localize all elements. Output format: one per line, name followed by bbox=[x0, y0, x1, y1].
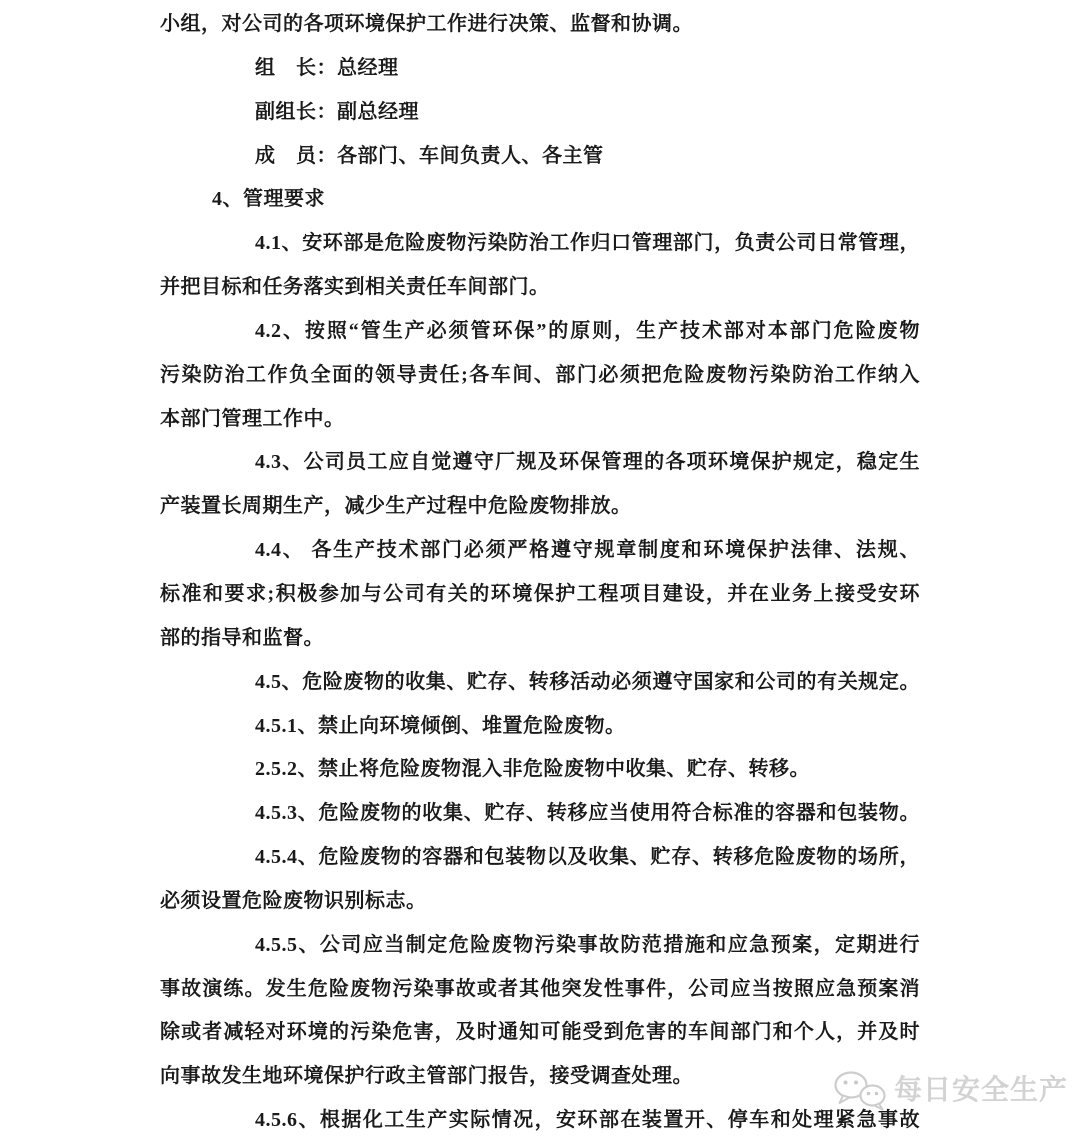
doc-line: 并把目标和任务落实到相关责任车间部门。 bbox=[160, 276, 550, 299]
doc-line: 产装置长周期生产，减少生产过程中危险废物排放。 bbox=[160, 495, 632, 518]
doc-line: 本部门管理工作中。 bbox=[160, 407, 345, 430]
document-page bbox=[160, 3, 920, 1143]
doc-line-4-2: 4.2、按照“管生产必须管环保”的原则，生产技术部对本部门危险废物 bbox=[255, 319, 920, 342]
doc-line-4-5-3: 4.5.3、危险废物的收集、贮存、转移应当使用符合标准的容器和包装物。 bbox=[255, 802, 920, 825]
doc-line-4-5-6: 4.5.6、根据化工生产实际情况，安环部在装置开、停车和处理紧急事故 bbox=[255, 1109, 920, 1132]
doc-line: 向事故发生地环境保护行政主管部门报告，接受调查处理。 bbox=[160, 1065, 693, 1088]
doc-line-4-3: 4.3、公司员工应自觉遵守厂规及环保管理的各项环境保护规定，稳定生 bbox=[255, 451, 920, 474]
doc-line-4-4: 4.4、 各生产技术部门必须严格遵守规章制度和环境保护法律、法规、 bbox=[255, 539, 920, 562]
doc-line-4-5-4: 4.5.4、危险废物的容器和包装物以及收集、贮存、转移危险废物的场所， bbox=[255, 846, 920, 869]
doc-line-group-leader: 组 长：总经理 bbox=[255, 56, 399, 79]
doc-line-4-5-1: 4.5.1、禁止向环境倾倒、堆置危险废物。 bbox=[255, 714, 626, 737]
doc-line: 部的指导和监督。 bbox=[160, 626, 324, 649]
doc-line: 必须设置危险废物识别标志。 bbox=[160, 889, 427, 912]
doc-line: 小组，对公司的各项环境保护工作进行决策、监督和协调。 bbox=[160, 13, 693, 35]
watermark bbox=[833, 1070, 1068, 1112]
doc-heading-section-4: 4、管理要求 bbox=[212, 188, 325, 211]
doc-line: 除或者减轻对环境的污染危害，及时通知可能受到危害的车间部门和个人，并及时 bbox=[160, 1021, 920, 1044]
doc-line-members: 成 员：各部门、车间负责人、各主管 bbox=[255, 144, 604, 167]
doc-line: 标准和要求;积极参加与公司有关的环境保护工程项目建设，并在业务上接受安环 bbox=[160, 582, 920, 605]
wechat-icon bbox=[833, 1070, 887, 1112]
doc-line: 污染防治工作负全面的领导责任;各车间、部门必须把危险废物污染防治工作纳入 bbox=[160, 363, 920, 386]
doc-line-deputy-leader: 副组长：副总经理 bbox=[255, 100, 419, 123]
watermark-text: 每日安全生产 bbox=[894, 1075, 1069, 1106]
doc-line-4-5: 4.5、危险废物的收集、贮存、转移活动必须遵守国家和公司的有关规定。 bbox=[255, 670, 920, 693]
doc-line-4-5-5: 4.5.5、公司应当制定危险废物污染事故防范措施和应急预案，定期进行 bbox=[255, 933, 920, 956]
doc-line: 事故演练。发生危险废物污染事故或者其他突发性事件，公司应当按照应急预案消 bbox=[160, 977, 920, 1000]
doc-line-2-5-2: 2.5.2、禁止将危险废物混入非危险废物中收集、贮存、转移。 bbox=[255, 758, 810, 781]
doc-line-4-1: 4.1、安环部是危险废物污染防治工作归口管理部门，负责公司日常管理， bbox=[255, 232, 920, 255]
